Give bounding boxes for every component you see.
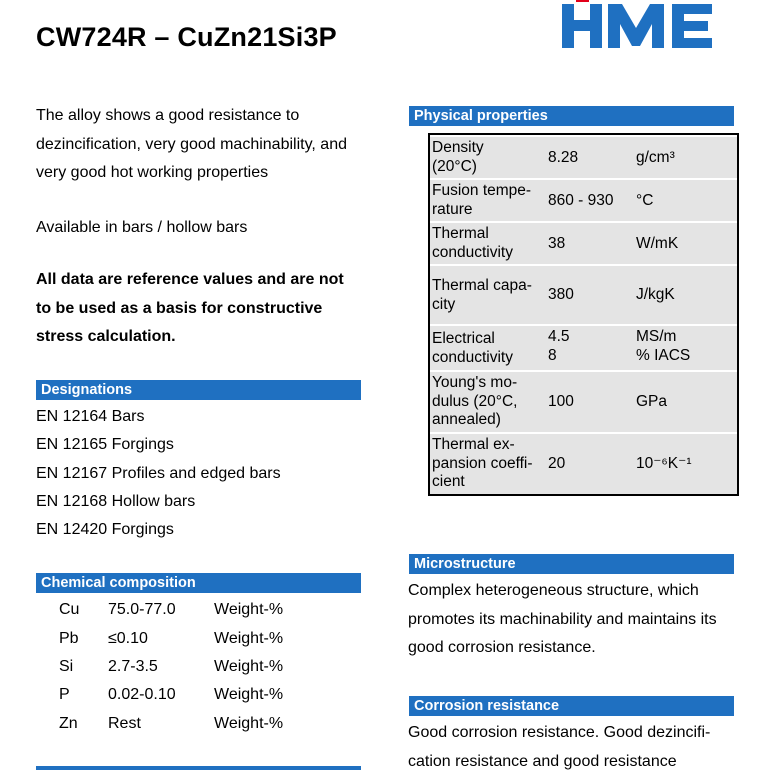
intro-line: very good hot working properties (36, 159, 347, 188)
disclaimer-line: to be used as a basis for constructive (36, 295, 344, 324)
page-title: CW724R – CuZn21Si3P (36, 22, 337, 53)
property-value: 860 - 930 (548, 192, 614, 211)
microstructure-text (408, 577, 717, 663)
microstructure-line: good corrosion resistance. (408, 634, 717, 663)
availability-text: Available in bars / hollow bars (36, 214, 247, 243)
chemical-composition-heading: Chemical composition (36, 573, 361, 593)
physical-properties-table (428, 133, 739, 496)
property-unit: GPa (636, 393, 667, 412)
designation-item: EN 12167 Profiles and edged bars (36, 465, 281, 483)
property-unit: MS/m % IACS (636, 328, 690, 365)
composition-row (36, 686, 356, 714)
corrosion-resistance-heading: Corrosion resistance (409, 696, 734, 716)
element-symbol: Pb (59, 630, 79, 648)
property-name: Thermal conductivity (432, 225, 513, 262)
intro-text (36, 102, 347, 188)
property-name: Density (20°C) (432, 139, 484, 176)
element-unit: Weight-% (214, 715, 283, 733)
composition-row (36, 658, 356, 686)
disclaimer-line: All data are reference values and are not (36, 266, 344, 295)
hme-logo (562, 0, 730, 54)
property-value: 100 (548, 393, 574, 412)
property-row (430, 137, 737, 178)
designations-heading: Designations (36, 380, 361, 400)
microstructure-heading: Microstructure (409, 554, 734, 574)
element-symbol: Si (59, 658, 73, 676)
disclaimer-line: stress calculation. (36, 323, 344, 352)
property-value: 38 (548, 235, 565, 254)
element-symbol: Cu (59, 601, 79, 619)
element-value: 75.0-77.0 (108, 601, 176, 619)
property-unit: g/cm³ (636, 149, 675, 168)
corrosion-text (408, 719, 710, 776)
property-row (430, 372, 737, 432)
designation-item: EN 12164 Bars (36, 408, 145, 426)
element-unit: Weight-% (214, 630, 283, 648)
property-unit: W/mK (636, 235, 678, 254)
property-value: 380 (548, 286, 574, 305)
element-symbol: Zn (59, 715, 78, 733)
designation-item: EN 12168 Hollow bars (36, 493, 195, 511)
property-name: Electrical conductivity (432, 330, 513, 367)
disclaimer-text (36, 266, 344, 352)
element-value: 0.02-0.10 (108, 686, 176, 704)
property-unit: °C (636, 192, 653, 211)
element-unit: Weight-% (214, 686, 283, 704)
composition-row (36, 601, 356, 629)
property-row (430, 326, 737, 370)
property-row (430, 266, 737, 324)
physical-properties-heading: Physical properties (409, 106, 734, 126)
section-divider (36, 766, 361, 770)
element-value: 2.7-3.5 (108, 658, 158, 676)
element-value: Rest (108, 715, 141, 733)
property-name: Young's mo- dulus (20°C, annealed) (432, 374, 517, 430)
property-value: 4.5 8 (548, 328, 570, 365)
corrosion-line: cation resistance and good resistance (408, 748, 710, 776)
element-symbol: P (59, 686, 70, 704)
property-name: Thermal capa- city (432, 277, 532, 314)
property-name: Thermal ex- pansion coeffi- cient (432, 436, 533, 492)
intro-line: dezincification, very good machinability, and (36, 131, 347, 160)
intro-line: The alloy shows a good resistance to (36, 102, 347, 131)
property-unit: J/kgK (636, 286, 675, 305)
property-unit: 10⁻⁶K⁻¹ (636, 455, 691, 474)
element-value: ≤0.10 (108, 630, 148, 648)
corrosion-line: Good corrosion resistance. Good dezincifi- (408, 719, 710, 748)
property-value: 20 (548, 455, 565, 474)
element-unit: Weight-% (214, 601, 283, 619)
property-row (430, 180, 737, 221)
property-row (430, 223, 737, 264)
designation-item: EN 12165 Forgings (36, 436, 174, 454)
property-value: 8.28 (548, 149, 578, 168)
composition-row (36, 630, 356, 658)
property-name: Fusion tempe- rature (432, 182, 531, 219)
microstructure-line: promotes its machinability and maintains its (408, 606, 717, 635)
composition-row (36, 715, 356, 743)
microstructure-line: Complex heterogeneous structure, which (408, 577, 717, 606)
element-unit: Weight-% (214, 658, 283, 676)
property-row (430, 434, 737, 494)
designation-item: EN 12420 Forgings (36, 521, 174, 539)
